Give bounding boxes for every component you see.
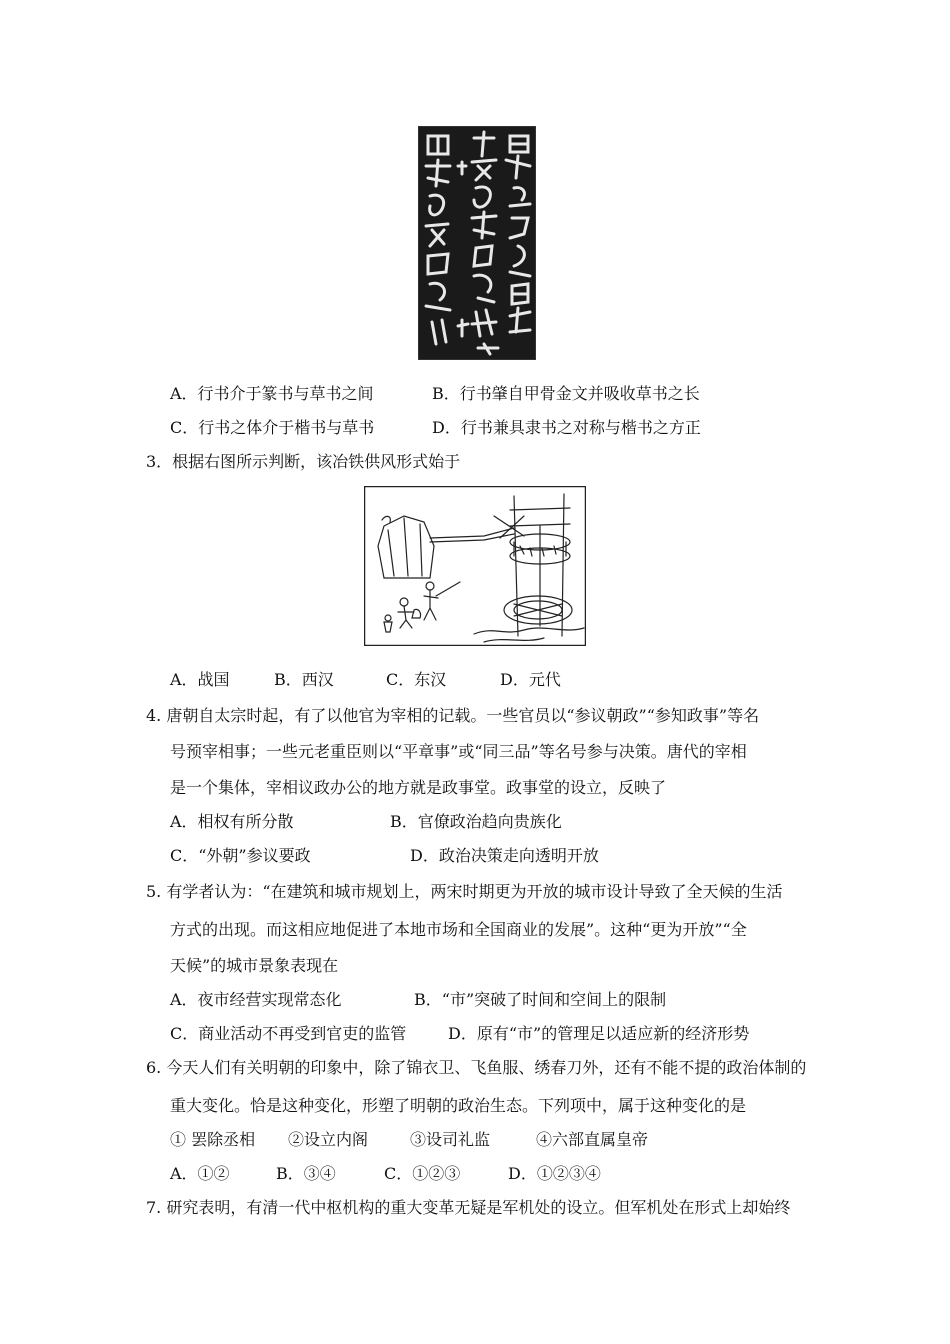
q5-stem-line-3: 天候”的城市景象表现在 [170, 956, 339, 975]
q3-stem: 3．根据右图所示判断，该冶铁供风形式始于 [146, 452, 461, 471]
q4-stem-line-2: 号预宰相事；一些元老重臣则以“平章事”或“同三品”等名号参与决策。唐代的宰相 [170, 742, 747, 761]
q6-option-c: C．①②③ [384, 1164, 461, 1183]
q6-option-b: B．③④ [276, 1164, 336, 1183]
q5-stem-line-1: 5. 有学者认为：“在建筑和城市规划上，两宋时期更为开放的城市设计导致了全天候的生活 [146, 882, 783, 901]
q3-option-c: C．东汉 [386, 670, 447, 689]
q7-stem-line-1: 7. 研究表明，有清一代中枢机构的重大变革无疑是军机处的设立。但军机处在形式上却始终 [146, 1198, 791, 1217]
q4-option-c: C．“外朝”参议要政 [170, 846, 311, 865]
q3-option-d: D．元代 [500, 670, 561, 689]
q2-option-c: C．行书之体介于楷书与草书 [170, 418, 375, 437]
q3-option-a: A．战国 [170, 670, 230, 689]
q2-option-a: A．行书介于篆书与草书之间 [170, 384, 374, 403]
q2-option-d: D．行书兼具隶书之对称与楷书之方正 [432, 418, 701, 437]
q4-stem-line-1: 4. 唐朝自太宗时起，有了以他官为宰相的记载。一些官员以“参议朝政”“参知政事”等名 [146, 706, 760, 725]
q6-option-d: D．①②③④ [508, 1164, 601, 1183]
q4-option-d: D．政治决策走向透明开放 [410, 846, 599, 865]
q3-option-b: B．西汉 [274, 670, 334, 689]
q2-option-b: B．行书肇自甲骨金文并吸收草书之长 [432, 384, 700, 403]
q6-item-3: ③设司礼监 [410, 1130, 491, 1149]
q6-stem-line-1: 6. 今天人们有关明朝的印象中，除了锦衣卫、飞鱼服、绣春刀外，还有不能不提的政治体制的 [146, 1058, 807, 1077]
q6-item-1: ① 罢除丞相 [170, 1130, 256, 1149]
q6-item-2: ②设立内阁 [288, 1130, 369, 1149]
q4-option-a: A．相权有所分散 [170, 812, 294, 831]
q5-option-a: A．夜市经营实现常态化 [170, 990, 342, 1009]
q6-option-a: A．①② [170, 1164, 230, 1183]
q4-option-b: B．官僚政治趋向贵族化 [390, 812, 562, 831]
q5-option-c: C．商业活动不再受到官吏的监管 [170, 1024, 407, 1043]
q5-option-d: D．原有“市”的管理足以适应新的经济形势 [448, 1024, 750, 1043]
q5-stem-line-2: 方式的出现。而这相应地促进了本地市场和全国商业的发展”。这种“更为开放”“全 [170, 920, 747, 939]
iron-smelting-bellows-illustration [364, 486, 586, 646]
calligraphy-rubbing-image [418, 126, 536, 360]
q6-stem-line-2: 重大变化。恰是这种变化，形塑了明朝的政治生态。下列项中，属于这种变化的是 [170, 1096, 747, 1115]
q4-stem-line-3: 是一个集体，宰相议政办公的地方就是政事堂。政事堂的设立，反映了 [170, 778, 667, 797]
q5-option-b: B．“市”突破了时间和空间上的限制 [414, 990, 667, 1009]
q6-item-4: ④六部直属皇帝 [536, 1130, 649, 1149]
